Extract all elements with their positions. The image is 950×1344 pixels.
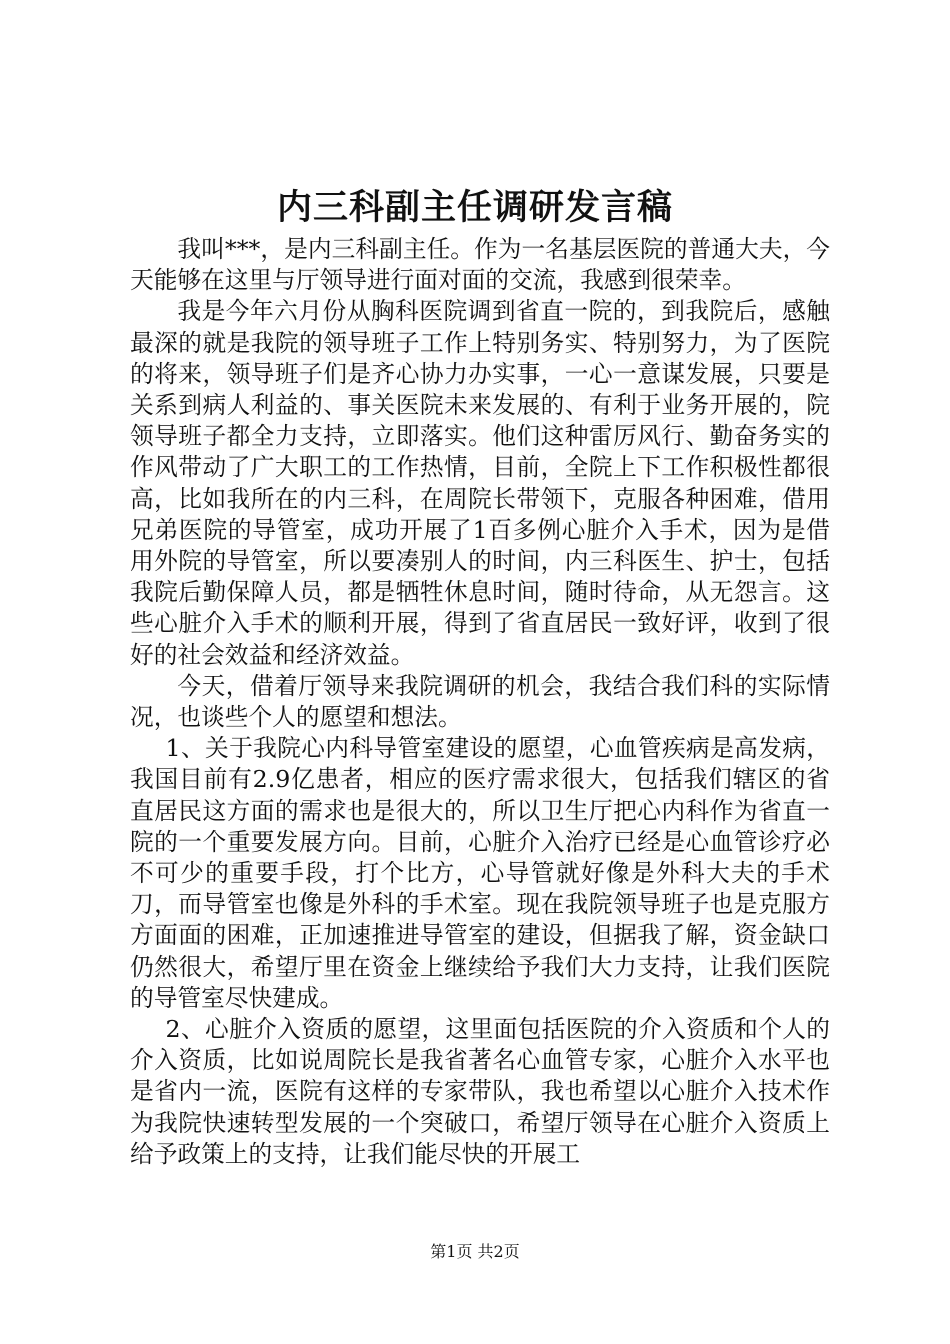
paragraph-purpose: 今天，借着厅领导来我院调研的机会，我结合我们科的实际情况，也谈些个人的愿望和想法。 [130, 671, 830, 732]
document-body [130, 234, 830, 1170]
paragraph-item-1: 1、关于我院心内科导管室建设的愿望，心血管疾病是高发病，我国目前有2.9亿患者，相应的医疗需求很大，包括我们辖区的省直居民这方面的需求也是很大的，所以卫生厅把心内科作为省直一院的一个重要发展方向。目前，心脏介入治疗已经是心血管诊疗必不可少的重要手段，打个比方，心导管就好像是外科大夫的手术刀，而导管室也像是外科的手术室。现在我院领导班子也是克服方方面面的困难，正加速推进导管室的建设，但据我了解，资金缺口仍然很大，希望厅里在资金上继续给予我们大力支持，让我们医院的导管室尽快建成。 [130, 734, 830, 1012]
paragraph-item-2: 2、心脏介入资质的愿望，这里面包括医院的介入资质和个人的介入资质，比如说周院长是我省著名心血管专家，心脏介入水平也是省内一流，医院有这样的专家带队，我也希望以心脏介入技术作为我院快速转型发展的一个突破口，希望厅领导在心脏介入资质上给予政策上的支持，让我们能尽快的开展工 [130, 1015, 830, 1168]
page-footer: 第1页 共2页 [430, 1242, 520, 1261]
document-title: 内三科副主任调研发言稿 [276, 187, 673, 228]
paragraph-background: 我是今年六月份从胸科医院调到省直一院的，到我院后，感触最深的就是我院的领导班子工作上特别务实、特别努力，为了医院的将来，领导班子们是齐心协力办实事，一心一意谋发展，只要是关系到病人利益的、事关医院未来发展的、有利于业务开展的，院领导班子都全力支持，立即落实。他们这种雷厉风行、勤奋务实的作风带动了广大职工的工作热情，目前，全院上下工作积极性都很高，比如我所在的内三科，在周院长带领下，克服各种困难，借用兄弟医院的导管室，成功开展了1百多例心脏介入手术，因为是借用外院的导管室，所以要凑别人的时间，内三科医生、护士，包括我院后勤保障人员，都是牺牲休息时间，随时待命，从无怨言。这些心脏介入手术的顺利开展，得到了省直居民一致好评，收到了很好的社会效益和经济效益。 [130, 297, 830, 669]
paragraph-intro: 我叫***，是内三科副主任。作为一名基层医院的普通大夫，今天能够在这里与厅领导进行面对面的交流，我感到很荣幸。 [130, 235, 830, 295]
